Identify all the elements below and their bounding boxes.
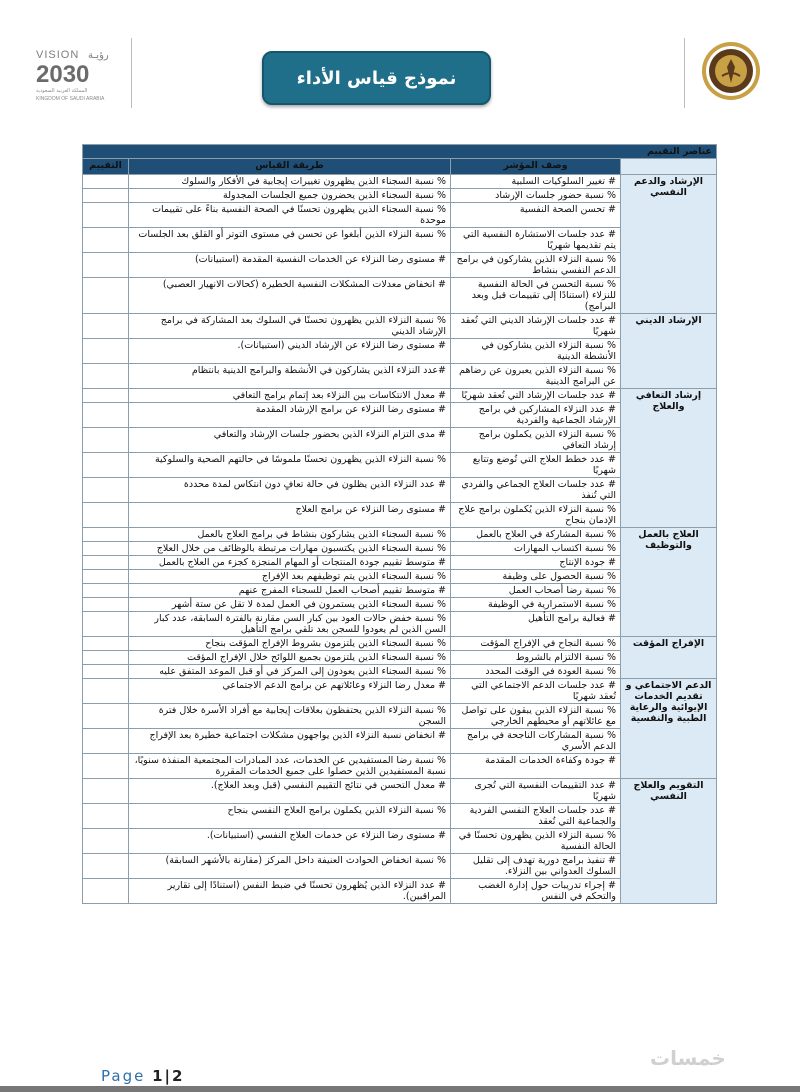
rating-cell[interactable] <box>83 679 129 704</box>
method-cell: % نسبة النزلاء الذين يظهرون تحسنًا في السلوك بعد المشاركة في برامج الإرشاد الديني <box>129 314 451 339</box>
method-cell: # انخفاض نسبة النزلاء الذين يواجهون مشكلات اجتماعية خطيرة بعد الإفراج <box>129 729 451 754</box>
method-cell: % نسبة السجناء الذين يلتزمون بجميع اللوائح خلال الإفراج المؤقت <box>129 651 451 665</box>
vision-word: VISION <box>36 49 80 61</box>
page-current: 1 <box>152 1067 165 1085</box>
indicator-cell: # عدد جلسات الدعم الاجتماعي التي تُعقد شهريًا <box>451 679 621 704</box>
method-cell: % نسبة رضا المستفيدين عن الخدمات، عدد المبادرات المجتمعية المنفذة سنويًا، نسبة المستفيدين الذين حصلوا على جميع الخدمات المقررة <box>129 754 451 779</box>
indicator-cell: % نسبة اكتساب المهارات <box>451 542 621 556</box>
rating-cell[interactable] <box>83 228 129 253</box>
indicator-cell: % نسبة النزلاء الذين يكملون برامج إرشاد التعافي <box>451 428 621 453</box>
method-cell: # انخفاض معدلات المشكلات النفسية الخطيرة (كحالات الانهيار العصبي) <box>129 278 451 314</box>
indicator-cell: # عدد التقييمات النفسية التي تُجرى شهريًا <box>451 779 621 804</box>
watermark: خمسات <box>650 1046 726 1070</box>
evaluation-element: الدعم الاجتماعي و تقديم الخدمات الإيوائية والرعاية الطبية والنفسية <box>621 679 717 779</box>
method-cell: % نسبة السجناء الذين يلتزمون بشروط الإفراج المؤقت بنجاح <box>129 637 451 651</box>
indicator-cell: % نسبة الاستمرارية في الوظيفة <box>451 598 621 612</box>
evaluation-element: الإرشاد الديني <box>621 314 717 389</box>
table-row <box>83 528 717 542</box>
rating-cell[interactable] <box>83 203 129 228</box>
evaluation-element: إرشاد التعافي والعلاج <box>621 389 717 528</box>
method-cell: # عدد النزلاء الذين يظلون في حالة تعافٍ دون انتكاس لمدة محددة <box>129 478 451 503</box>
indicator-cell: % نسبة العودة في الوقت المحدد <box>451 665 621 679</box>
rating-cell[interactable] <box>83 612 129 637</box>
evaluation-elements-header: عناصر التقييم <box>83 145 717 159</box>
indicator-column-header: وصف المؤشر <box>451 159 621 175</box>
table-body <box>83 175 717 904</box>
method-cell: % نسبة السجناء الذين يستمرون في العمل لمدة لا تقل عن ستة أشهر <box>129 598 451 612</box>
indicator-cell: # فعالية برامج التأهيل <box>451 612 621 637</box>
method-cell: # عدد النزلاء الذين يُظهرون تحسنًا في ضبط النفس (استنادًا إلى تقارير المراقبين). <box>129 879 451 904</box>
indicator-cell: # عدد خطط العلاج التي تُوضع وتتابع شهريًا <box>451 453 621 478</box>
method-cell: # مستوى رضا النزلاء عن برامج الإرشاد المقدمة <box>129 403 451 428</box>
rating-cell[interactable] <box>83 804 129 829</box>
rating-cell[interactable] <box>83 314 129 339</box>
table-row <box>83 389 717 403</box>
element-column-header <box>621 159 717 175</box>
method-cell: # مستوى رضا النزلاء عن الإرشاد الديني (استبيانات). <box>129 339 451 364</box>
rating-cell[interactable] <box>83 339 129 364</box>
indicator-cell: % نسبة النجاح في الإفراج المؤقت <box>451 637 621 651</box>
method-cell: % نسبة النزلاء الذين يظهرون تحسنًا ملموسًا في حالتهم الصحية والسلوكية <box>129 453 451 478</box>
evaluation-element: الإفراج المؤقت <box>621 637 717 679</box>
method-cell: % نسبة النزلاء الذين يكملون برامج العلاج النفسي بنجاح <box>129 804 451 829</box>
indicator-cell: # تنفيذ برامج دورية تهدف إلى تقليل السلوك العدواني بين النزلاء. <box>451 854 621 879</box>
indicator-cell: % نسبة النزلاء الذين يشاركون في برامج الدعم النفسي بنشاط <box>451 253 621 278</box>
table-row <box>83 175 717 189</box>
method-cell: # متوسط تقييم أصحاب العمل للسجناء المفرج عنهم <box>129 584 451 598</box>
indicator-cell: % نسبة حضور جلسات الإرشاد <box>451 189 621 203</box>
method-cell: % نسبة السجناء الذين يشاركون بنشاط في برامج العلاج بالعمل <box>129 528 451 542</box>
evaluation-element: التقويم والعلاج النفسي <box>621 779 717 904</box>
method-cell: # مستوى رضا النزلاء عن الخدمات النفسية المقدمة (استبيانات) <box>129 253 451 278</box>
method-cell: # مدى التزام النزلاء الذين بحضور جلسات الإرشاد والتعافي <box>129 428 451 453</box>
indicator-cell: % نسبة النزلاء الذين يُكملون برامج علاج الإدمان بنجاح <box>451 503 621 528</box>
indicator-cell: # عدد جلسات الإرشاد الديني التي تُعقد شهريًا <box>451 314 621 339</box>
indicator-cell: # إجراء تدريبات حول إدارة الغضب والتحكم في النفس <box>451 879 621 904</box>
evaluation-element: الإرشاد والدعم النفسي <box>621 175 717 314</box>
indicator-cell: # عدد جلسات الاستشارة النفسية التي يتم تقديمها شهريًا <box>451 228 621 253</box>
rating-cell[interactable] <box>83 584 129 598</box>
indicator-cell: # جودة وكفاءة الخدمات المقدمة <box>451 754 621 779</box>
rating-cell[interactable] <box>83 189 129 203</box>
indicator-cell: # عدد جلسات العلاج النفسي الفردية والجماعية التي تُعقد <box>451 804 621 829</box>
rating-cell[interactable] <box>83 403 129 428</box>
method-cell: # متوسط تقييم جودة المنتجات أو المهام المنجزة كجزء من العلاج بالعمل <box>129 556 451 570</box>
method-cell: % نسبة انخفاض الحوادث العنيفة داخل المركز (مقارنة بالأشهر السابقة) <box>129 854 451 879</box>
table-row <box>83 779 717 804</box>
performance-table <box>82 144 717 904</box>
method-cell: #عدد النزلاء الذين يشاركون في الأنشطة والبرامج الدينية بانتظام <box>129 364 451 389</box>
rating-cell[interactable] <box>83 598 129 612</box>
indicator-cell: % نسبة النزلاء الذين يشاركون في الأنشطة الدينية <box>451 339 621 364</box>
method-cell: # معدل الانتكاسات بين النزلاء بعد إتمام برامج التعافي <box>129 389 451 403</box>
rating-cell[interactable] <box>83 175 129 189</box>
table-row <box>83 679 717 704</box>
vision-arabic: رؤيـة <box>88 50 109 61</box>
rating-cell[interactable] <box>83 528 129 542</box>
method-cell: % نسبة السجناء الذين يحضرون جميع الجلسات المجدولة <box>129 189 451 203</box>
indicator-cell: % نسبة النزلاء الذين يبقون على تواصل مع عائلاتهم أو محيطهم الخارجي <box>451 704 621 729</box>
rating-cell[interactable] <box>83 364 129 389</box>
indicator-cell: # جودة الإنتاج <box>451 556 621 570</box>
page-word: Page <box>101 1067 146 1085</box>
method-cell: % نسبة السجناء الذين يظهرون تحسنًا في الصحة النفسية بناءً على تقييمات موحدة <box>129 203 451 228</box>
method-column-header: طريقة القياس <box>129 159 451 175</box>
method-cell: % نسبة النزلاء الذين أبلغوا عن تحسن في مستوى التوتر أو القلق بعد الجلسات <box>129 228 451 253</box>
indicator-cell: # عدد جلسات الإرشاد التي تُعقد شهريًا <box>451 389 621 403</box>
method-cell: % نسبة النزلاء الذين يحتفظون بعلاقات إيجابية مع أفراد الأسرة خلال فترة السجن <box>129 704 451 729</box>
rating-cell[interactable] <box>83 478 129 503</box>
logo-divider-left <box>131 38 132 108</box>
rating-cell[interactable] <box>83 278 129 314</box>
indicator-cell: # تغيير السلوكيات السلبية <box>451 175 621 189</box>
indicator-cell: % نسبة النزلاء الذين يظهرون تحسنًا في الحالة النفسية <box>451 829 621 854</box>
method-cell: % نسبة خفض حالات العود بين كبار السن مقارنة بالفترة السابقة، عدد كبار السن الذين لم يعودوا للسجن بعد تلقي برامج التأهيل <box>129 612 451 637</box>
method-cell: % نسبة السجناء الذين يعودون إلى المركز في أو قبل الموعد المتفق عليه <box>129 665 451 679</box>
rating-cell[interactable] <box>83 729 129 754</box>
page-total: 2 <box>172 1067 185 1085</box>
table-row <box>83 637 717 651</box>
rating-cell[interactable] <box>83 829 129 854</box>
evaluation-element: العلاج بالعمل والتوظيف <box>621 528 717 637</box>
indicator-cell: % نسبة المشاركة في العلاج بالعمل <box>451 528 621 542</box>
rating-cell[interactable] <box>83 570 129 584</box>
rating-cell[interactable] <box>83 754 129 779</box>
method-cell: # مستوى رضا النزلاء عن خدمات العلاج النفسي (استبيانات). <box>129 829 451 854</box>
indicator-cell: % نسبة النزلاء الذين يعبرون عن رضاهم عن البرامج الدينية <box>451 364 621 389</box>
indicator-cell: % نسبة رضا أصحاب العمل <box>451 584 621 598</box>
method-cell: % نسبة السجناء الذين يكتسبون مهارات مرتبطة بالوظائف من خلال العلاج <box>129 542 451 556</box>
rating-cell[interactable] <box>83 704 129 729</box>
rating-cell[interactable] <box>83 542 129 556</box>
method-cell: # مستوى رضا النزلاء عن برامج العلاج <box>129 503 451 528</box>
vision-2030-logo <box>28 42 128 104</box>
rating-cell[interactable] <box>83 453 129 478</box>
indicator-cell: # عدد النزلاء المشاركين في برامج الإرشاد الجماعية والفردية <box>451 403 621 428</box>
rating-cell[interactable] <box>83 556 129 570</box>
rating-cell[interactable] <box>83 854 129 879</box>
indicator-cell: % نسبة الالتزام بالشروط <box>451 651 621 665</box>
method-cell: # معدل رضا النزلاء وعائلاتهم عن برامج الدعم الاجتماعي <box>129 679 451 704</box>
indicator-cell: % نسبة الحصول على وظيفة <box>451 570 621 584</box>
method-cell: % نسبة السجناء الذين يتم توظيفهم بعد الإفراج <box>129 570 451 584</box>
method-cell: # معدل التحسن في نتائج التقييم النفسي (قبل وبعد العلاج). <box>129 779 451 804</box>
rating-cell[interactable] <box>83 253 129 278</box>
rating-cell[interactable] <box>83 428 129 453</box>
rating-cell[interactable] <box>83 665 129 679</box>
indicator-cell: % نسبة التحسن في الحالة النفسية للنزلاء (استنادًا إلى تقييمات قبل وبعد البرامج) <box>451 278 621 314</box>
page-title: نموذج قياس الأداء <box>262 51 491 105</box>
institution-emblem-icon <box>700 40 762 102</box>
rating-cell[interactable] <box>83 651 129 665</box>
indicator-cell: # عدد جلسات العلاج الجماعي والفردي التي تُنفذ <box>451 478 621 503</box>
bottom-edge <box>0 1086 800 1092</box>
rating-cell[interactable] <box>83 779 129 804</box>
rating-cell[interactable] <box>83 879 129 904</box>
table-row <box>83 314 717 339</box>
vision-line-ar: المملكة العربية السعودية <box>36 88 88 94</box>
rating-cell[interactable] <box>83 389 129 403</box>
rating-column-header: التقييم <box>83 159 129 175</box>
vision-year: 2030 <box>36 61 90 88</box>
vision-line-en: KINGDOM OF SAUDI ARABIA <box>36 96 105 102</box>
rating-cell[interactable] <box>83 503 129 528</box>
rating-cell[interactable] <box>83 637 129 651</box>
indicator-cell: % نسبة المشاركات الناجحة في برامج الدعم الأسري <box>451 729 621 754</box>
page-number: Page 1|2 <box>101 1067 185 1085</box>
logo-divider-right <box>684 38 685 108</box>
indicator-cell: # تحسن الصحة النفسية <box>451 203 621 228</box>
method-cell: % نسبة السجناء الذين يظهرون تغييرات إيجابية في الأفكار والسلوك <box>129 175 451 189</box>
